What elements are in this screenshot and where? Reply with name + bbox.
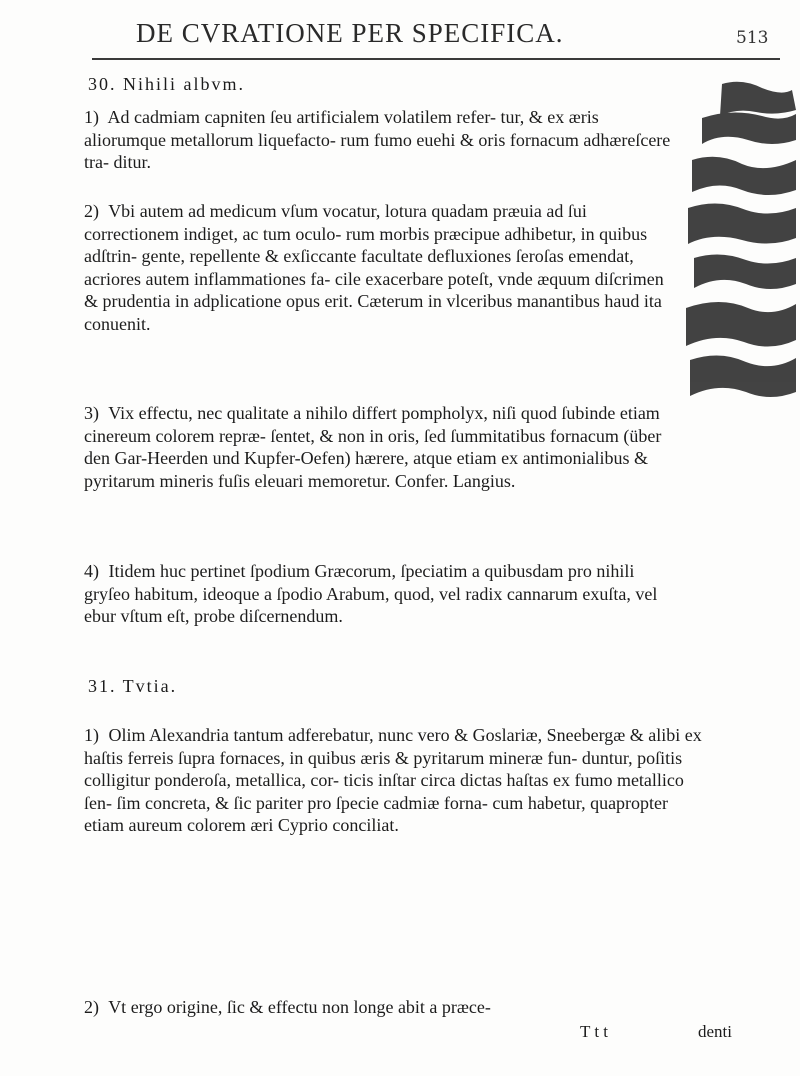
paragraph-30-3	[84, 402, 684, 492]
paragraph-30-2	[84, 200, 674, 335]
paragraph-text: Itidem huc pertinet ſpodium Græcorum, ſpeciatim a quibusdam pro nihili gryſeo habitum, ideoque a ſpodio Arabum, quod, vel radix cannarum exuſta, vel ebur vſtum eſt, probe diſcernendum.	[84, 561, 658, 626]
catchword: denti	[698, 1022, 732, 1041]
paragraph-number: 2)	[84, 201, 99, 221]
paragraph-30-1	[84, 106, 674, 174]
paragraph-text: Vt ergo origine, ſic & effectu non longe abit a præce-	[108, 997, 491, 1017]
section-heading-31: 31. Tvtia.	[88, 676, 178, 696]
paragraph-31-1	[84, 724, 704, 837]
paragraph-number: 1)	[84, 725, 99, 745]
paragraph-text: Olim Alexandria tantum adferebatur, nunc vero & Goslariæ, Sneebergæ & alibi ex haſtis ferreis ſupra fornaces, in quibus æris & pyritarum mineræ fun- duntur, poſitis colligitur ponderoſa, metallica, cor- ticis inſtar circa dictas haſtas ex fumo metallico ſen- ſim concreta, & ſic pariter pro ſpecie cadmiæ forna- cum habetur, quapropter etiam aureum colorem æri Cyprio conciliat.	[84, 725, 702, 835]
paragraph-30-4	[84, 560, 684, 628]
paragraph-number: 2)	[84, 997, 99, 1017]
paragraph-text: Ad cadmiam capniten ſeu artificialem volatilem refer- tur, & ex æris aliorumque metallorum liquefacto- rum fumo euehi & oris fornacum adhæreſcere tra- ditur.	[84, 107, 671, 172]
paragraph-number: 3)	[84, 403, 99, 423]
signature-mark: T t t	[580, 1022, 609, 1041]
paragraph-31-2	[84, 996, 724, 1019]
paragraph-text: Vbi autem ad medicum vſum vocatur, lotura quadam præuia ad ſui correctionem indiget, ac tum oculo- rum morbis præcipue adhibetur, in quibus adſtrin- gente, repellente & exſiccante facultate defluxiones ſeroſas emendat, acriores autem inflammationes fa- cile exacerbare poteſt, vnde æquum diſcrimen & prudentia in adplicatione opus erit. Cæterum in vlceribus manantibus haud ita conuenit.	[84, 201, 664, 334]
paragraph-number: 1)	[84, 107, 99, 127]
paragraph-text: Vix effectu, nec qualitate a nihilo differt pompholyx, niſi quod ſubinde etiam cinereum colorem repræ- ſentet, & non in oris, ſed ſummitatibus fornacum (über den Gar-Heerden und Kupfer-Oefen) hærere, atque etiam ex antimonialibus & pyritarum mineris fuſis eleuari memoretur. Confer. Langius.	[84, 403, 662, 491]
section-heading-30: 30. Nihili albvm.	[88, 74, 245, 94]
ink-stain-decoration	[682, 74, 796, 426]
paragraph-number: 4)	[84, 561, 99, 581]
header-rule	[92, 58, 780, 60]
running-head: DE CVRATIONE PER SPECIFICA.	[136, 18, 564, 48]
page-number: 513	[736, 28, 769, 48]
